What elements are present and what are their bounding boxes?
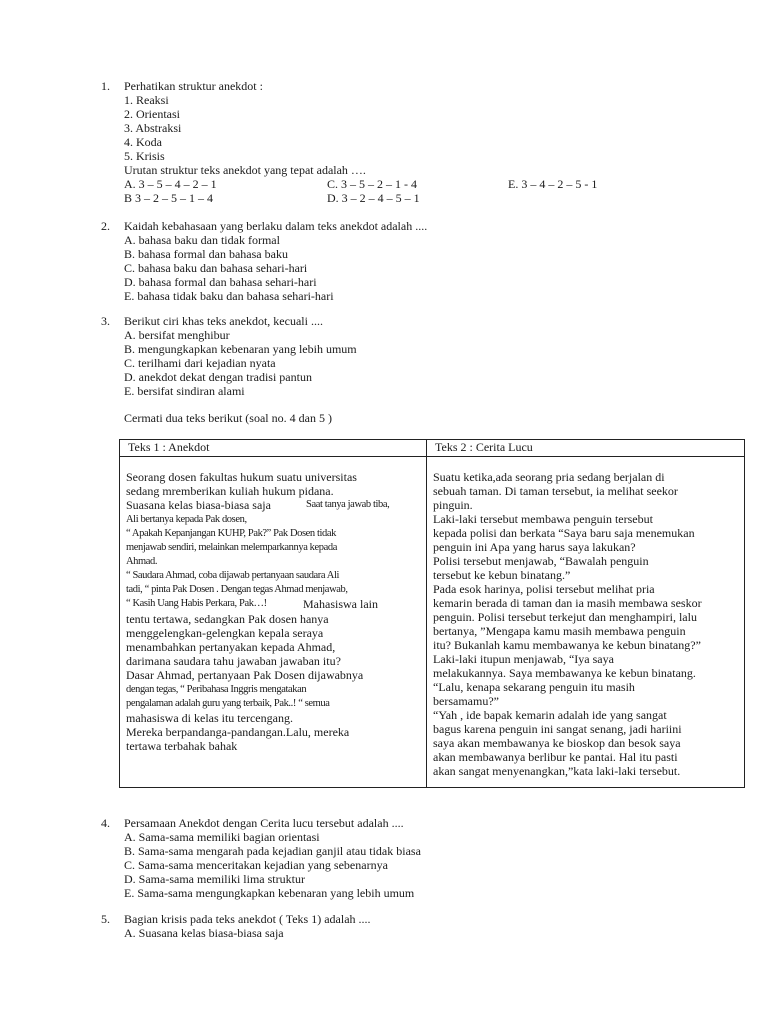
text2-line: Suatu ketika,ada seorang pria sedang berjalan di [433,470,665,484]
text1-line: Seorang dosen fakultas hukum suatu universitas [126,470,357,484]
text1-line: pengalaman adalah guru yang terbaik, Pak..! “ semua [126,698,330,709]
question-stem: Perhatikan struktur anekdot : [124,79,263,93]
text2-line: akan membawanya berlibur ke pantai. Hal itu pasti [433,750,678,764]
question-stem: Persamaan Anekdot dengan Cerita lucu tersebut adalah .... [124,816,404,830]
text1-line: Dasar Ahmad, pertanyaan Pak Dosen dijawabnya [126,668,364,682]
option-e: E. Sama-sama mengungkapkan kebenaran yang lebih umum [124,886,415,900]
text1-line: Mereka berpandanga-pandangan.Lalu, mereka [126,725,350,739]
text1-line: dengan tegas, “ Peribahasa Inggris mengatakan [126,684,307,695]
option-e: E. bersifat sindiran alami [124,384,245,398]
texts-table [119,439,745,788]
question-number: 5. [101,912,110,926]
question-stem: Bagian krisis pada teks anekdot ( Teks 1) adalah .... [124,912,371,926]
text2-line: Pada esok harinya, polisi tersebut melihat pria [433,582,655,596]
option-d: D. bahasa formal dan bahasa sehari-hari [124,275,317,289]
text1-line: Suasana kelas biasa-biasa saja [126,498,271,512]
text1-line: tadi, “ pinta Pak Dosen . Dengan tegas Ahmad menjawab, [126,584,348,595]
option-c: C. terilhami dari kejadian nyata [124,356,276,370]
text2-line: bersamamu?” [433,694,499,708]
col2-header: Teks 2 : Cerita Lucu [427,440,745,457]
text2-line: “Lalu, kenapa sekarang penguin itu masih [433,680,635,694]
option-d: D. 3 – 2 – 4 – 5 – 1 [327,191,420,205]
text2-line: Laki-laki tersebut membawa penguin tersebut [433,512,653,526]
text1-line: sedang mremberikan kuliah hukum pidana. [126,484,334,498]
text1-line-inline: Saat tanya jawab tiba, [306,499,390,510]
text1-line: tertawa terbahak bahak [126,739,238,753]
text2-line: itu? Bukanlah kamu membawanya ke kebun binatang?” [433,638,701,652]
text2-line: kepada polisi dan berkata “Saya baru saja menemukan [433,526,695,540]
text2-line: pinguin. [433,498,473,512]
text2-line: Polisi tersebut menjawab, “Bawalah penguin [433,554,649,568]
question-number: 1. [101,79,110,93]
text1-line: “ Saudara Ahmad, coba dijawab pertanyaan saudara Ali [126,570,340,581]
text1-line: “ Kasih Uang Habis Perkara, Pak…! [126,598,267,609]
text2-line: bertanya, ”Mengapa kamu masih membawa penguin [433,624,686,638]
text2-line: penguin. Polisi tersebut terkejut dan menghampiri, lalu [433,610,697,624]
instruction-text: Cermati dua teks berikut (soal no. 4 dan 5 ) [124,411,332,425]
text2-line: tersebut ke kebun binatang.” [433,568,571,582]
option-c: C. 3 – 5 – 2 – 1 - 4 [327,177,417,191]
list-item: 2. Orientasi [124,107,180,121]
text1-line: darimana saudara tahu jawaban jawaban itu? [126,654,341,668]
text2-line: melakukannya. Saya membawanya ke kebun binatang. [433,666,696,680]
option-a: A. bahasa baku dan tidak formal [124,233,280,247]
text1-line: menggelengkan-gelengkan kepala seraya [126,626,324,640]
question-number: 4. [101,816,110,830]
option-b: B. Sama-sama mengarah pada kejadian ganjil atau tidak biasa [124,844,421,858]
text1-line: menambahkan pertanyakan kepada Ahmad, [126,640,336,654]
text1-line-inline: Mahasiswa lain [303,597,378,611]
text2-line: penguin ini Apa yang harus saya lakukan? [433,540,636,554]
text2-line: Laki-laki itupun menjawab, “Iya saya [433,652,614,666]
option-b: B 3 – 2 – 5 – 1 – 4 [124,191,214,205]
text2-line: “Yah , ide bapak kemarin adalah ide yang sangat [433,708,667,722]
list-item: 4. Koda [124,135,162,149]
option-c: C. Sama-sama menceritakan kejadian yang sebenarnya [124,858,388,872]
option-e: E. 3 – 4 – 2 – 5 - 1 [508,177,598,191]
option-b: B. mengungkapkan kebenaran yang lebih umum [124,342,357,356]
question-stem: Berikut ciri khas teks anekdot, kecuali .... [124,314,323,328]
list-item: 5. Krisis [124,149,165,163]
option-c: C. bahasa baku dan bahasa sehari-hari [124,261,308,275]
question-prompt: Urutan struktur teks anekdot yang tepat adalah …. [124,163,366,177]
option-a: A. 3 – 5 – 4 – 2 – 1 [124,177,217,191]
text1-line: menjawab sendiri, melainkan melemparkannya kepada [126,542,338,553]
option-d: D. Sama-sama memiliki lima struktur [124,872,305,886]
text1-cell [120,457,427,788]
text1-line: Ahmad. [126,556,158,567]
text2-line: bagus karena penguin ini sangat senang, jadi hariini [433,722,682,736]
text2-line: sebuah taman. Di taman tersebut, ia melihat seekor [433,484,678,498]
text1-line: “ Apakah Kepanjangan KUHP, Pak?” Pak Dosen tidak [126,528,336,539]
question-stem: Kaidah kebahasaan yang berlaku dalam teks anekdot adalah .... [124,219,428,233]
text1-line: Ali bertanya kepada Pak dosen, [126,514,247,525]
list-item: 1. Reaksi [124,93,169,107]
option-a: A. Suasana kelas biasa-biasa saja [124,926,284,940]
question-number: 3. [101,314,110,328]
text2-line: akan sangat menyenangkan,”kata laki-laki tersebut. [433,764,681,778]
option-b: B. bahasa formal dan bahasa baku [124,247,288,261]
option-e: E. bahasa tidak baku dan bahasa sehari-hari [124,289,334,303]
option-a: A. bersifat menghibur [124,328,230,342]
question-number: 2. [101,219,110,233]
text2-line: saya akan membawanya ke bioskop dan besok saya [433,736,681,750]
text1-line: mahasiswa di kelas itu tercengang. [126,711,293,725]
text2-cell [427,457,745,788]
option-a: A. Sama-sama memiliki bagian orientasi [124,830,320,844]
text2-line: kemarin berada di taman dan ia masih membawa seskor [433,596,702,610]
list-item: 3. Abstraksi [124,121,182,135]
option-d: D. anekdot dekat dengan tradisi pantun [124,370,312,384]
col1-header: Teks 1 : Anekdot [120,440,427,457]
text1-line: tentu tertawa, sedangkan Pak dosen hanya [126,612,329,626]
